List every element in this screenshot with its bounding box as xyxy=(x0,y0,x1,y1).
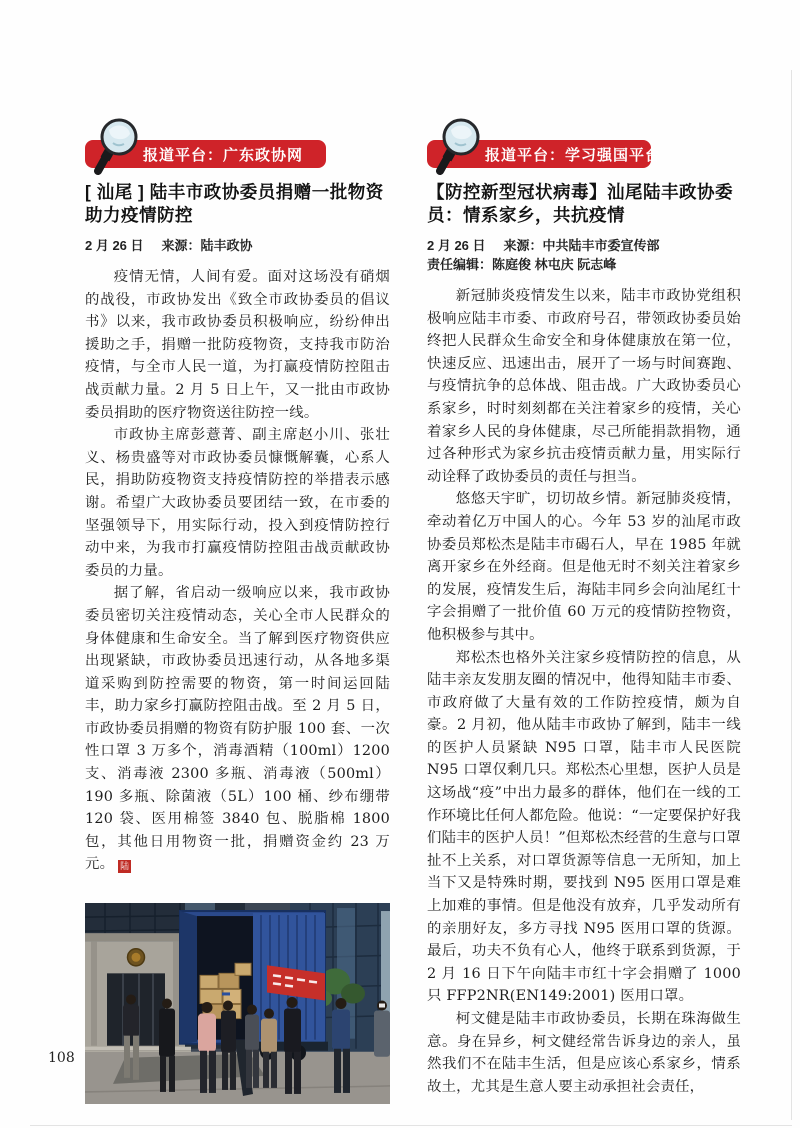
news-photo xyxy=(85,903,390,1104)
left-article-title: [ 汕尾 ] 陆丰市政协委员捐赠一批物资助力疫情防控 xyxy=(85,182,384,225)
platform-label: 报道平台：学习强国平台 xyxy=(485,146,662,164)
left-article-meta xyxy=(85,236,390,255)
source-label: 来源：陆丰政协 xyxy=(161,238,253,253)
right-article-column xyxy=(427,140,741,1098)
page-number: 108 xyxy=(48,1050,75,1066)
paragraph: 据了解，省启动一级响应以来，我市政协委员密切关注疫情动态，关心全市人民群众的身体健康和生命安全。当了解到医疗物资供应出现紧缺，市政协委员迅速行动，从各地多渠道采购到防控需要的物资，第一时间运回陆丰，助力家乡打赢防控阻击战。至 2 月 5 日，市政协委员捐赠的物资有防护服 100 套、一次性口罩 3 万多个，消毒酒精（100ml）1200 支、消毒液 2300 多瓶、消毒液（500ml）190 多瓶、除菌液（5L）100 桶、纱布绷带 120 袋、医用棉签 3840 包、脱脂棉 1800 包，其他日用物资一批，捐赠资金约 23 万元。 陆 xyxy=(85,585,390,873)
source-label: 来源：中共陆丰市委宣传部 xyxy=(503,238,660,253)
platform-label: 报道平台：广东政协网 xyxy=(143,146,304,164)
editor-label: 责任编辑：陈庭俊 林屯庆 阮志峰 xyxy=(427,257,617,272)
left-article-column xyxy=(85,140,390,1104)
page-edge-line xyxy=(30,1125,792,1126)
right-article-body xyxy=(427,285,741,1098)
paragraph: 柯文健是陆丰市政协委员，长期在珠海做生意。身在异乡，柯文健经常告诉身边的亲人，虽然我们不在陆丰生活，但是应该心系家乡，情系故土，尤其是生意人要主动承担社会责任， xyxy=(427,1011,741,1095)
left-article-body xyxy=(85,266,390,876)
date-label: 2 月 26 日 xyxy=(427,238,486,253)
right-article-meta xyxy=(427,236,741,274)
paragraph: 疫情无情，人间有爱。面对这场没有硝烟的战役，市政协发出《致全市政协委员的倡议书》以来，我市政协委员积极响应，纷纷伸出援助之手，捐赠一批防疫物资，支持我市防治疫情，与全市人民一道，为打赢疫情防控阻击战贡献力量。2 月 5 日上午，又一批由市政协委员捐助的医疗物资送往防控一线。 xyxy=(85,269,390,421)
magnifier-icon xyxy=(431,116,485,176)
article-end-seal: 陆 xyxy=(120,861,130,872)
right-article-title: 【防控新型冠状病毒】汕尾陆丰政协委员：情系家乡，共抗疫情 xyxy=(427,182,733,225)
page-edge-line xyxy=(791,70,792,1120)
right-platform-banner xyxy=(427,140,662,168)
meta-line-1 xyxy=(427,236,741,255)
paragraph: 市政协主席彭薏菁、副主席赵小川、张壮义、杨贵盛等对市政协委员慷慨解囊，心系人民，捐助防疫物资支持疫情防控的举措表示感谢。希望广大政协委员要团结一致，在市委的坚强领导下，用实际行动，投入到疫情防控行动中来，为我市打赢疫情防控阻击战贡献政协委员的力量。 xyxy=(85,427,390,579)
date-label: 2 月 26 日 xyxy=(85,238,144,253)
magnifier-icon xyxy=(89,116,143,176)
paragraph: 悠悠天宇旷，切切故乡情。新冠肺炎疫情，牵动着亿万中国人的心。今年 53 岁的汕尾市政协委员郑松杰是陆丰市碣石人，早在 1985 年就离开家乡在外经商。但是他无时不刻关注着家乡的发展，疫情发生后，海陆丰同乡会向汕尾红十字会捐赠了一批价值 60 万元的疫情防控物资，他积极参与其中。 xyxy=(427,491,741,643)
paragraph: 新冠肺炎疫情发生以来，陆丰市政协党组积极响应陆丰市委、市政府号召，带领政协委员始终把人民群众生命安全和身体健康放在第一位，快速反应、迅速出击，展开了一场与时间赛跑、与疫情抗争的总体战、阻击战。广大政协委员心系家乡，时时刻刻都在关注着家乡的疫情，关心着家乡人民的身体健康，尽己所能捐款捐物，通过各种形式为家乡抗击疫情贡献力量，用实际行动诠释了政协委员的责任与担当。 xyxy=(427,288,741,485)
left-platform-banner xyxy=(85,140,326,168)
paragraph: 郑松杰也格外关注家乡疫情防控的信息，从陆丰亲友发朋友圈的情况中，他得知陆丰市委、市政府做了大量有效的工作防控疫情，颇为自豪。2 月初，他从陆丰市政协了解到，陆丰一线的医护人员紧缺 N95 口罩，陆丰市人民医院 N95 口罩仅剩几只。郑松杰心里想，医护人员是这场战“疫”中出力最多的群体，他们在一线的工作环境比任何人都危险。他说：“一定要保护好我们陆丰的医护人员！”但郑松杰经营的生意与口罩扯不上关系，对口罩货源等信息一无所知，加上当下又是特殊时期，要找到 N95 医用口罩是难上加难的事情。但是他没有放弃，几乎发动所有的亲朋好友，多方寻找 N95 医用口罩的货源。最后，功夫不负有心人，他终于联系到货源，于 2 月 16 日下午向陆丰市红十字会捐赠了 1000 只 FFP2NR(EN149:2001) 医用口罩。 xyxy=(427,649,741,1005)
